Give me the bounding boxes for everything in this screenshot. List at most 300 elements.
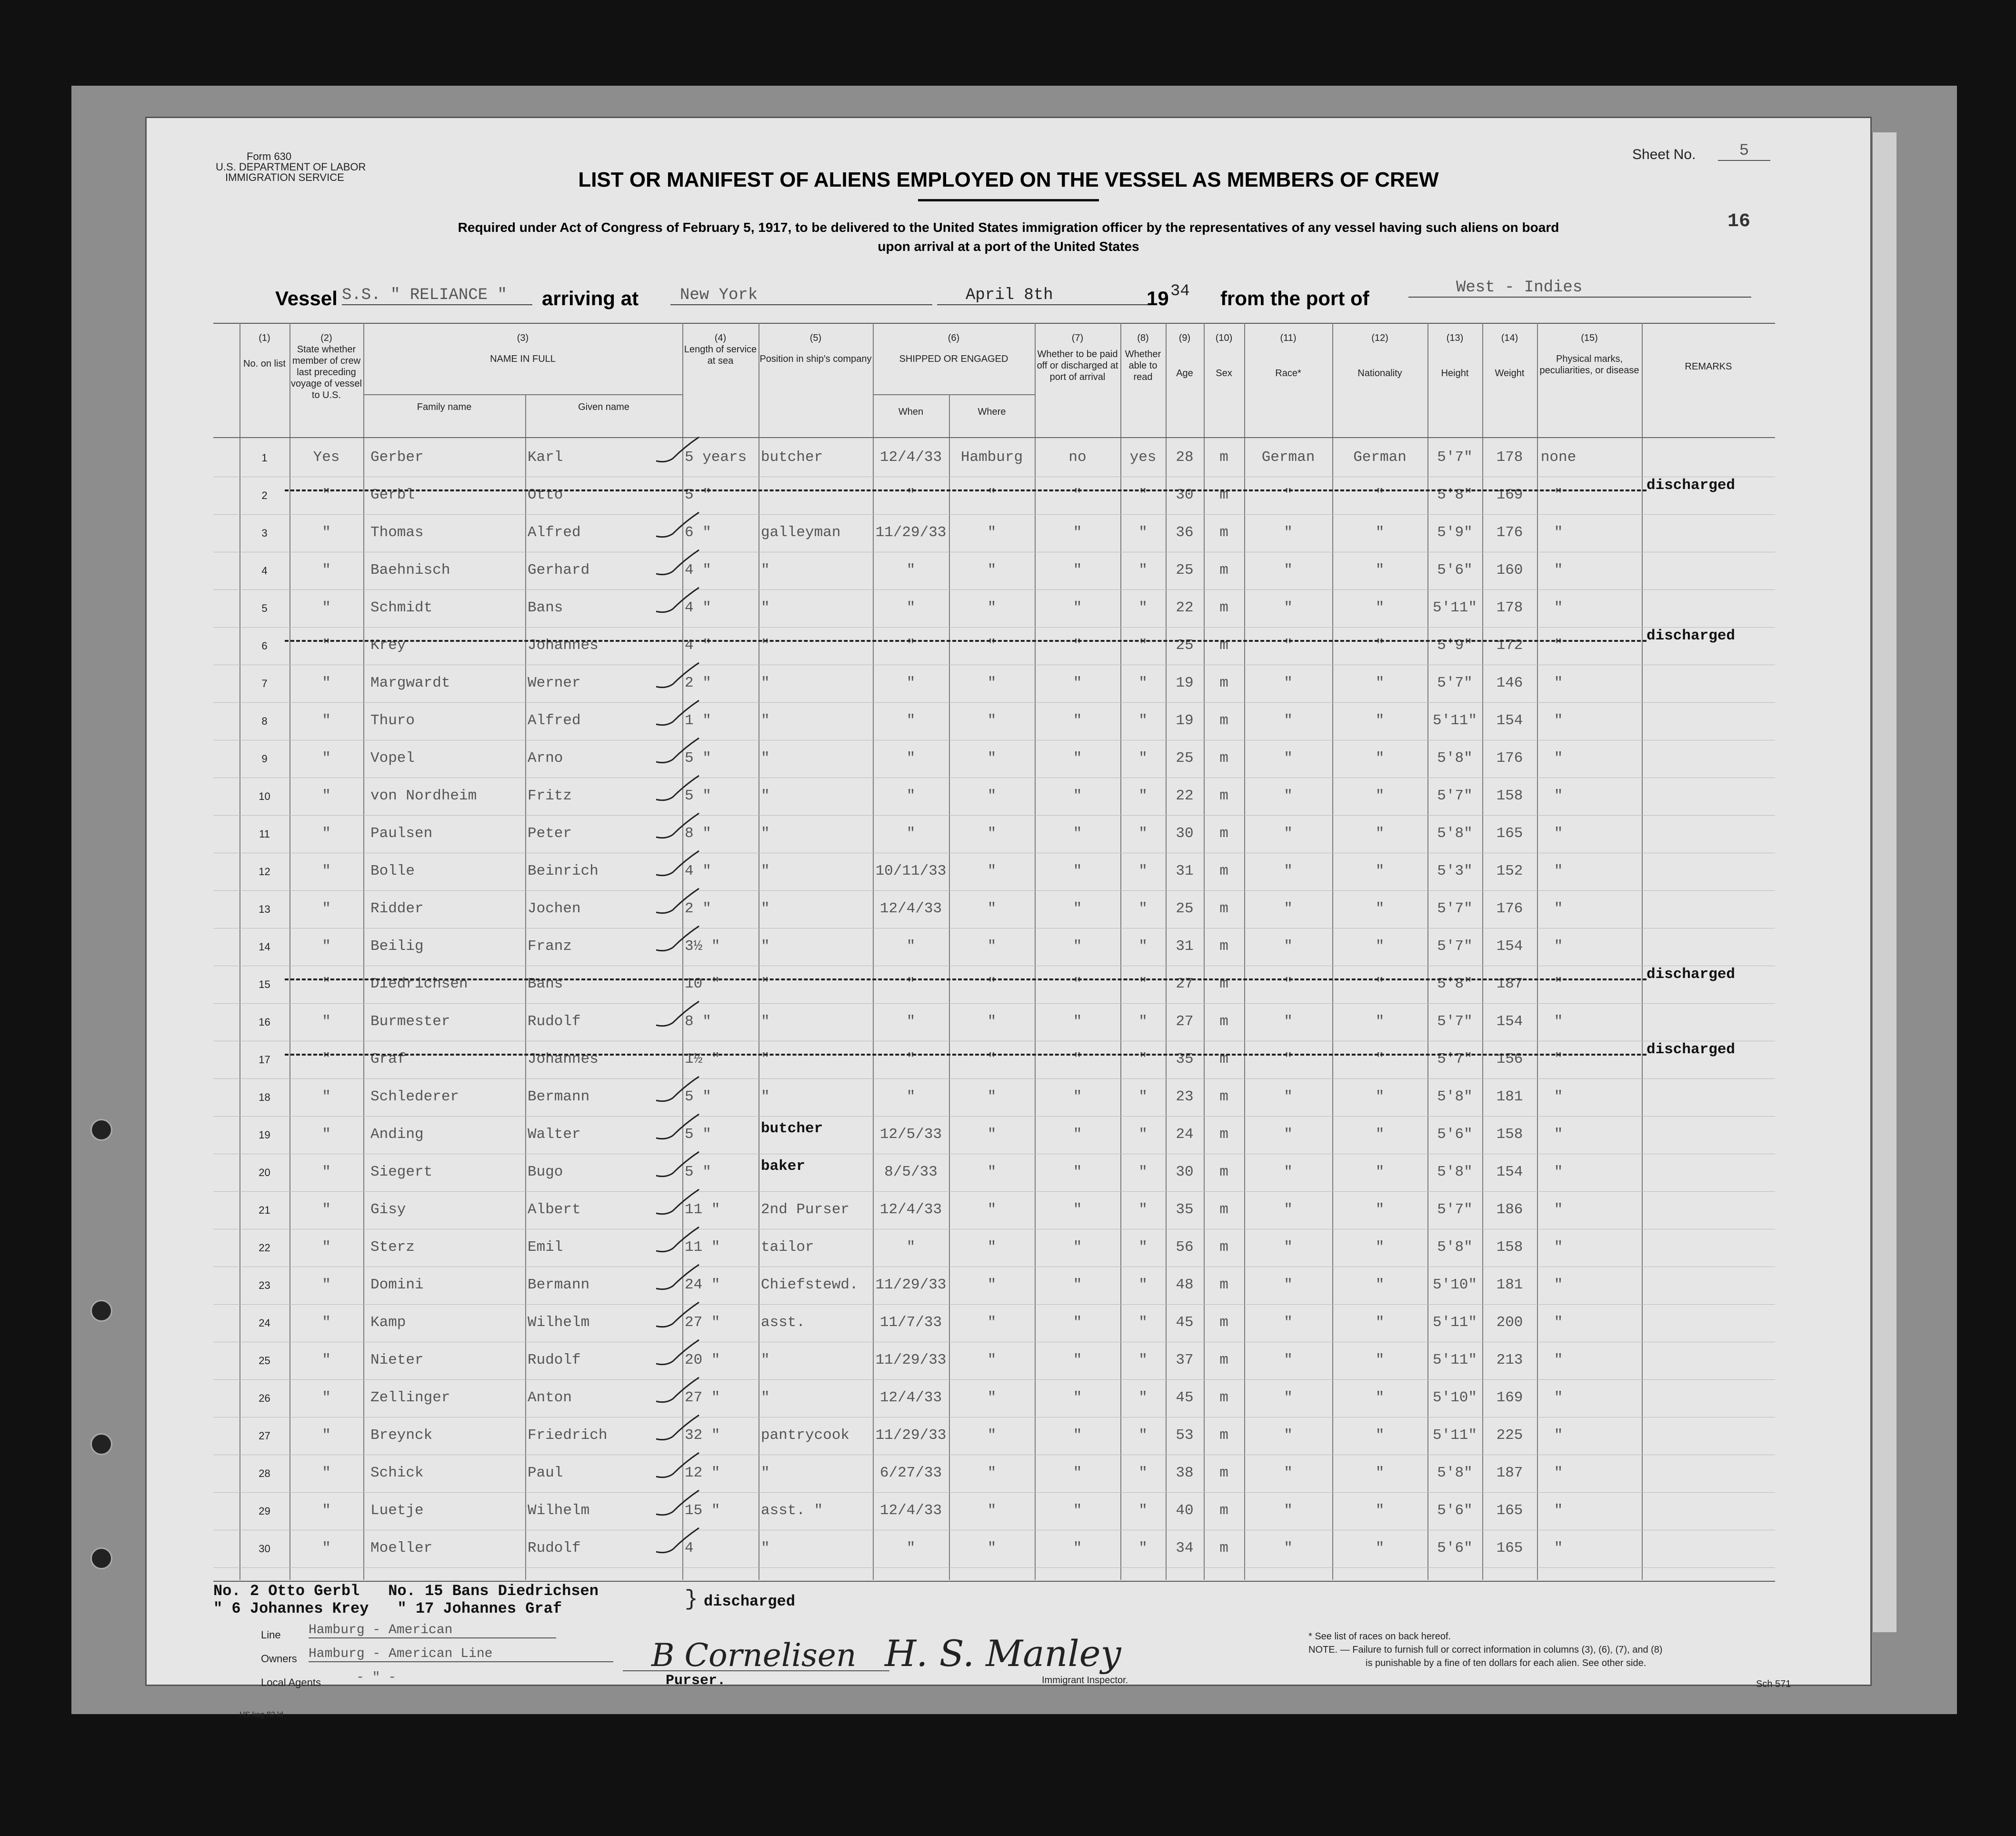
row-weight: 158 — [1496, 1126, 1523, 1143]
table-row — [213, 628, 1775, 665]
row-service-length: 12 " — [685, 1465, 720, 1481]
table-row — [213, 665, 1775, 703]
row-service-length: 5 " — [685, 1088, 711, 1105]
row-nationality: " — [1375, 900, 1385, 917]
row-family-name: Sterz — [370, 1239, 415, 1256]
col-header-when: When — [898, 407, 924, 417]
row-shipped-where: " — [987, 1540, 997, 1557]
row-shipped-where: " — [987, 938, 997, 955]
row-previous-voyage: " — [322, 976, 331, 992]
row-family-name: Moeller — [370, 1540, 433, 1557]
check-mark-icon — [651, 1187, 704, 1220]
row-height: 5'3" — [1437, 863, 1473, 879]
row-number: 28 — [259, 1467, 270, 1479]
check-mark-icon — [651, 886, 704, 919]
row-physical-marks: " — [1554, 562, 1563, 579]
table-row — [213, 515, 1775, 552]
row-shipped-where: " — [987, 1502, 997, 1519]
row-able-to-read: " — [1138, 1201, 1148, 1218]
row-height: 5'6" — [1437, 1540, 1473, 1557]
row-shipped-when: " — [906, 562, 916, 579]
row-shipped-when: " — [906, 1013, 916, 1030]
row-paid-off: " — [1073, 1314, 1082, 1331]
row-age: 24 — [1176, 1126, 1194, 1143]
row-paid-off: " — [1073, 1540, 1082, 1557]
row-weight: 225 — [1496, 1427, 1523, 1444]
row-shipped-where: " — [987, 900, 997, 917]
row-height: 5'7" — [1437, 1051, 1473, 1068]
row-shipped-where: " — [987, 1051, 997, 1068]
row-position: baker — [761, 1158, 806, 1175]
row-age: 35 — [1176, 1201, 1194, 1218]
row-previous-voyage: " — [322, 788, 331, 804]
col-header-position: (5) Position in ship's company — [759, 333, 872, 364]
row-race: " — [1284, 712, 1293, 729]
crew-table — [213, 323, 1775, 1580]
row-shipped-when: 12/4/33 — [879, 1502, 942, 1519]
row-given-name: Werner — [528, 675, 581, 691]
row-paid-off: " — [1073, 599, 1082, 616]
row-weight: 186 — [1496, 1201, 1523, 1218]
row-shipped-when: 11/29/33 — [875, 524, 947, 541]
row-number: 10 — [259, 790, 270, 802]
row-physical-marks: " — [1554, 1314, 1563, 1331]
row-number: 4 — [261, 565, 268, 577]
row-height: 5'8" — [1437, 825, 1473, 842]
row-service-length: 6 " — [685, 524, 711, 541]
row-able-to-read: " — [1138, 938, 1148, 955]
col-header-physical-marks: (15) Physical marks, peculiarities, or disease — [1539, 333, 1639, 376]
col-header-read: (8) Whether able to read — [1125, 333, 1161, 382]
row-weight: 165 — [1496, 1502, 1523, 1519]
row-physical-marks: " — [1554, 1389, 1563, 1406]
row-sex: m — [1219, 1314, 1228, 1331]
row-race: " — [1284, 1427, 1293, 1444]
row-height: 5'7" — [1437, 788, 1473, 804]
department-name: U.S. DEPARTMENT OF LABOR — [216, 161, 366, 173]
row-weight: 181 — [1496, 1277, 1523, 1293]
check-mark-icon — [651, 773, 704, 807]
check-mark-icon — [651, 510, 704, 543]
row-shipped-when: 12/4/33 — [879, 900, 942, 917]
row-able-to-read: " — [1138, 976, 1148, 992]
row-number: 8 — [261, 715, 268, 727]
row-nationality: " — [1375, 1013, 1385, 1030]
check-mark-icon — [651, 435, 704, 468]
row-number: 26 — [259, 1392, 270, 1404]
row-height: 5'8" — [1437, 1088, 1473, 1105]
row-given-name: Bermann — [528, 1277, 590, 1293]
row-shipped-when: 11/7/33 — [879, 1314, 942, 1331]
row-previous-voyage: " — [322, 1051, 331, 1068]
row-physical-marks: " — [1554, 1051, 1563, 1068]
row-weight: 178 — [1496, 449, 1523, 466]
row-physical-marks: " — [1554, 1502, 1563, 1519]
row-service-length: 8 " — [685, 825, 711, 842]
row-age: 40 — [1176, 1502, 1194, 1519]
row-nationality: " — [1375, 1314, 1385, 1331]
row-remarks: discharged — [1647, 1041, 1736, 1058]
row-service-length: 11 " — [685, 1239, 720, 1256]
row-family-name: Bolle — [370, 863, 415, 879]
row-race: " — [1284, 976, 1293, 992]
row-previous-voyage: " — [322, 1164, 331, 1180]
table-row — [213, 439, 1775, 477]
row-shipped-where: " — [987, 863, 997, 879]
row-family-name: Krey — [370, 637, 406, 654]
row-sex: m — [1219, 750, 1228, 767]
row-given-name: Wilhelm — [528, 1314, 590, 1331]
row-paid-off: " — [1073, 562, 1082, 579]
row-shipped-where: " — [987, 1427, 997, 1444]
row-previous-voyage: " — [322, 1465, 331, 1481]
table-row — [213, 477, 1775, 515]
vessel-label: Vessel — [275, 287, 338, 309]
row-position: " — [761, 712, 770, 729]
row-nationality: " — [1375, 712, 1385, 729]
row-family-name: Baehnisch — [370, 562, 450, 579]
row-shipped-where: " — [987, 825, 997, 842]
col-header-given-name: Given name — [578, 402, 629, 412]
row-shipped-when: " — [906, 675, 916, 691]
col-header-service-length: (4) Length of service at sea — [684, 333, 757, 366]
row-physical-marks: " — [1554, 976, 1563, 992]
row-given-name: Emil — [528, 1239, 563, 1256]
col-header-sex: (10) Sex — [1215, 333, 1233, 379]
row-given-name: Jochen — [528, 900, 581, 917]
row-shipped-where: " — [987, 675, 997, 691]
row-physical-marks: " — [1554, 1013, 1563, 1030]
row-race: " — [1284, 1314, 1293, 1331]
row-service-length: 24 " — [685, 1277, 720, 1293]
row-service-length: 2 " — [685, 675, 711, 691]
row-shipped-when: 8/5/33 — [884, 1164, 938, 1180]
row-previous-voyage: " — [322, 1540, 331, 1557]
row-able-to-read: " — [1138, 637, 1148, 654]
row-weight: 187 — [1496, 976, 1523, 992]
row-sex: m — [1219, 1540, 1228, 1557]
row-family-name: Thuro — [370, 712, 415, 729]
row-position: butcher — [761, 449, 823, 466]
discharged-note-line: " 6 Johannes Krey " 17 Johannes Graf — [213, 1600, 562, 1617]
row-given-name: Bermann — [528, 1088, 590, 1105]
row-age: 25 — [1176, 900, 1194, 917]
row-previous-voyage: " — [322, 1389, 331, 1406]
row-nationality: " — [1375, 938, 1385, 955]
row-sex: m — [1219, 1427, 1228, 1444]
check-mark-icon — [651, 1225, 704, 1258]
table-row — [213, 552, 1775, 590]
row-shipped-when: " — [906, 750, 916, 767]
row-weight: 154 — [1496, 938, 1523, 955]
row-weight: 181 — [1496, 1088, 1523, 1105]
row-family-name: Gerbl — [370, 487, 415, 503]
row-weight: 154 — [1496, 712, 1523, 729]
row-able-to-read: " — [1138, 1051, 1148, 1068]
row-weight: 154 — [1496, 1013, 1523, 1030]
row-nationality: German — [1353, 449, 1407, 466]
purser-signature: B Cornelisen — [651, 1637, 857, 1674]
row-previous-voyage: " — [322, 1352, 331, 1368]
row-age: 30 — [1176, 487, 1194, 503]
row-family-name: Beilig — [370, 938, 424, 955]
strikethrough-line — [285, 640, 1647, 642]
row-age: 23 — [1176, 1088, 1194, 1105]
row-service-length: 3½ " — [685, 938, 720, 955]
row-nationality: " — [1375, 1239, 1385, 1256]
arrival-date: April 8th — [937, 286, 1156, 305]
row-nationality: " — [1375, 1126, 1385, 1143]
row-previous-voyage: " — [322, 1088, 331, 1105]
row-shipped-where: Hamburg — [960, 449, 1023, 466]
row-physical-marks: " — [1554, 863, 1563, 879]
row-able-to-read: " — [1138, 1314, 1148, 1331]
row-position: " — [761, 1088, 770, 1105]
row-able-to-read: " — [1138, 524, 1148, 541]
row-sex: m — [1219, 1088, 1228, 1105]
check-mark-icon — [651, 924, 704, 957]
table-row — [213, 1493, 1775, 1530]
sheet-number-label: Sheet No. — [1632, 147, 1696, 162]
row-nationality: " — [1375, 863, 1385, 879]
row-remarks: discharged — [1647, 628, 1736, 644]
row-weight: 213 — [1496, 1352, 1523, 1368]
form-number: Form 630 — [247, 150, 292, 162]
row-number: 2 — [261, 489, 268, 501]
row-nationality: " — [1375, 1051, 1385, 1068]
row-service-length: 4 " — [685, 863, 711, 879]
row-shipped-where: " — [987, 1465, 997, 1481]
row-given-name: Peter — [528, 825, 572, 842]
row-position: galleyman — [761, 524, 841, 541]
agents-value: - " - — [328, 1670, 642, 1686]
row-able-to-read: " — [1138, 675, 1148, 691]
table-row — [213, 1417, 1775, 1455]
row-given-name: Friedrich — [528, 1427, 608, 1444]
row-nationality: " — [1375, 637, 1385, 654]
row-given-name: Gerhard — [528, 562, 590, 579]
row-family-name: Zellinger — [370, 1389, 450, 1406]
row-number: 6 — [261, 640, 268, 652]
row-able-to-read: " — [1138, 599, 1148, 616]
strikethrough-line — [285, 1054, 1647, 1056]
row-height: 5'9" — [1437, 524, 1473, 541]
row-race: " — [1284, 1239, 1293, 1256]
row-given-name: Rudolf — [528, 1352, 581, 1368]
row-given-name: Arno — [528, 750, 563, 767]
row-position: " — [761, 1051, 770, 1068]
row-height: 5'8" — [1437, 1465, 1473, 1481]
row-paid-off: " — [1073, 788, 1082, 804]
table-row — [213, 1267, 1775, 1305]
row-previous-voyage: " — [322, 750, 331, 767]
row-paid-off: " — [1073, 675, 1082, 691]
row-paid-off: " — [1073, 1164, 1082, 1180]
row-height: 5'6" — [1437, 1126, 1473, 1143]
row-height: 5'8" — [1437, 1164, 1473, 1180]
row-position: " — [761, 675, 770, 691]
row-physical-marks: " — [1554, 1352, 1563, 1368]
row-position: " — [761, 637, 770, 654]
row-weight: 176 — [1496, 524, 1523, 541]
owners-value: Hamburg - American Line — [309, 1646, 613, 1662]
binder-hole — [90, 1119, 112, 1141]
row-family-name: Luetje — [370, 1502, 424, 1519]
row-given-name: Anton — [528, 1389, 572, 1406]
purser-label: Purser. — [666, 1673, 726, 1689]
row-number: 7 — [261, 678, 268, 689]
col-header-shipped: (6) SHIPPED OR ENGAGED — [899, 333, 1008, 364]
check-mark-icon — [651, 1337, 704, 1371]
row-shipped-when: " — [906, 487, 916, 503]
row-nationality: " — [1375, 1427, 1385, 1444]
from-port-label: from the port of — [1220, 287, 1369, 309]
race-footnote: * See list of races on back hereof. — [1308, 1631, 1451, 1642]
row-height: 5'11" — [1432, 599, 1477, 616]
vessel-line — [275, 279, 1856, 311]
row-sex: m — [1219, 1389, 1228, 1406]
col-header-weight: (14) Weight — [1495, 333, 1525, 379]
row-given-name: Franz — [528, 938, 572, 955]
year-prefix: 19 — [1147, 287, 1169, 309]
row-service-length: 27 " — [685, 1314, 720, 1331]
row-race: " — [1284, 1126, 1293, 1143]
row-number: 30 — [259, 1543, 270, 1555]
col-header-height: (13) Height — [1441, 333, 1469, 379]
row-shipped-when: " — [906, 1239, 916, 1256]
table-row — [213, 1380, 1775, 1417]
row-given-name: Fritz — [528, 788, 572, 804]
row-shipped-where: " — [987, 487, 997, 503]
row-able-to-read: " — [1138, 1352, 1148, 1368]
row-height: 5'11" — [1432, 1427, 1477, 1444]
row-age: 30 — [1176, 825, 1194, 842]
row-weight: 165 — [1496, 825, 1523, 842]
table-row — [213, 928, 1775, 966]
row-able-to-read: " — [1138, 900, 1148, 917]
row-service-length: 4 — [685, 1540, 694, 1557]
row-physical-marks: " — [1554, 938, 1563, 955]
row-age: 56 — [1176, 1239, 1194, 1256]
row-given-name: Alfred — [528, 524, 581, 541]
fine-note-1: NOTE. — Failure to furnish full or correct information in columns (3), (6), (7), and (8) — [1308, 1645, 1663, 1655]
row-paid-off: " — [1073, 1352, 1082, 1368]
row-number: 11 — [259, 828, 270, 840]
row-physical-marks: " — [1554, 1164, 1563, 1180]
row-race: " — [1284, 1164, 1293, 1180]
row-shipped-when: " — [906, 1051, 916, 1068]
row-previous-voyage: " — [322, 637, 331, 654]
row-family-name: Anding — [370, 1126, 424, 1143]
row-height: 5'11" — [1432, 1352, 1477, 1368]
table-row — [213, 1455, 1775, 1493]
row-height: 5'7" — [1437, 449, 1473, 466]
row-shipped-where: " — [987, 712, 997, 729]
row-nationality: " — [1375, 562, 1385, 579]
row-nationality: " — [1375, 1088, 1385, 1105]
row-sex: m — [1219, 1201, 1228, 1218]
row-age: 37 — [1176, 1352, 1194, 1368]
row-nationality: " — [1375, 825, 1385, 842]
row-weight: 178 — [1496, 599, 1523, 616]
row-previous-voyage: " — [322, 1314, 331, 1331]
binder-hole — [90, 1433, 112, 1455]
col-header-nationality: (12) Nationality — [1357, 333, 1402, 379]
row-able-to-read: " — [1138, 487, 1148, 503]
row-family-name: Schmidt — [370, 599, 433, 616]
row-given-name: Bugo — [528, 1164, 563, 1180]
row-service-length: 4 " — [685, 599, 711, 616]
table-row — [213, 1192, 1775, 1229]
row-nationality: " — [1375, 1352, 1385, 1368]
check-mark-icon — [651, 1375, 704, 1408]
row-paid-off: " — [1073, 825, 1082, 842]
row-weight: 154 — [1496, 1164, 1523, 1180]
row-physical-marks: " — [1554, 1126, 1563, 1143]
row-sex: m — [1219, 712, 1228, 729]
row-shipped-where: " — [987, 788, 997, 804]
row-able-to-read: " — [1138, 863, 1148, 879]
row-able-to-read: " — [1138, 1088, 1148, 1105]
row-previous-voyage: " — [322, 1277, 331, 1293]
row-shipped-where: " — [987, 599, 997, 616]
row-shipped-where: " — [987, 1164, 997, 1180]
row-paid-off: " — [1073, 1277, 1082, 1293]
row-paid-off: " — [1073, 976, 1082, 992]
page-number: 16 — [1727, 211, 1751, 232]
row-height: 5'11" — [1432, 1314, 1477, 1331]
row-remarks: discharged — [1647, 477, 1736, 494]
row-position: " — [761, 1389, 770, 1406]
row-weight: 172 — [1496, 637, 1523, 654]
col-header-race: (11) Race* — [1275, 333, 1301, 379]
row-age: 45 — [1176, 1314, 1194, 1331]
row-physical-marks: " — [1554, 1239, 1563, 1256]
row-previous-voyage: " — [322, 1239, 331, 1256]
row-able-to-read: " — [1138, 1540, 1148, 1557]
table-row — [213, 1154, 1775, 1192]
row-number: 13 — [259, 903, 270, 915]
row-shipped-when: 12/4/33 — [879, 449, 942, 466]
row-race: " — [1284, 825, 1293, 842]
row-shipped-where: " — [987, 1126, 997, 1143]
row-able-to-read: " — [1138, 750, 1148, 767]
row-shipped-when: " — [906, 599, 916, 616]
row-age: 25 — [1176, 750, 1194, 767]
row-age: 45 — [1176, 1389, 1194, 1406]
row-able-to-read: " — [1138, 1465, 1148, 1481]
row-able-to-read: " — [1138, 1164, 1148, 1180]
row-service-length: 1 " — [685, 712, 711, 729]
row-physical-marks: " — [1554, 1277, 1563, 1293]
row-physical-marks: " — [1554, 675, 1563, 691]
row-sex: m — [1219, 449, 1228, 466]
col-header-age: (9) Age — [1176, 333, 1193, 379]
check-mark-icon — [651, 1074, 704, 1108]
row-position: " — [761, 599, 770, 616]
row-age: 25 — [1176, 562, 1194, 579]
row-age: 27 — [1176, 976, 1194, 992]
row-family-name: von Nordheim — [370, 788, 477, 804]
row-service-length: 32 " — [685, 1427, 720, 1444]
row-race: " — [1284, 938, 1293, 955]
row-service-length: 5 years — [685, 449, 747, 466]
row-service-length: 10 " — [685, 976, 720, 992]
row-physical-marks: " — [1554, 1540, 1563, 1557]
row-service-length: 5 " — [685, 1126, 711, 1143]
row-position: " — [761, 788, 770, 804]
row-given-name: Johannes — [528, 1051, 599, 1068]
